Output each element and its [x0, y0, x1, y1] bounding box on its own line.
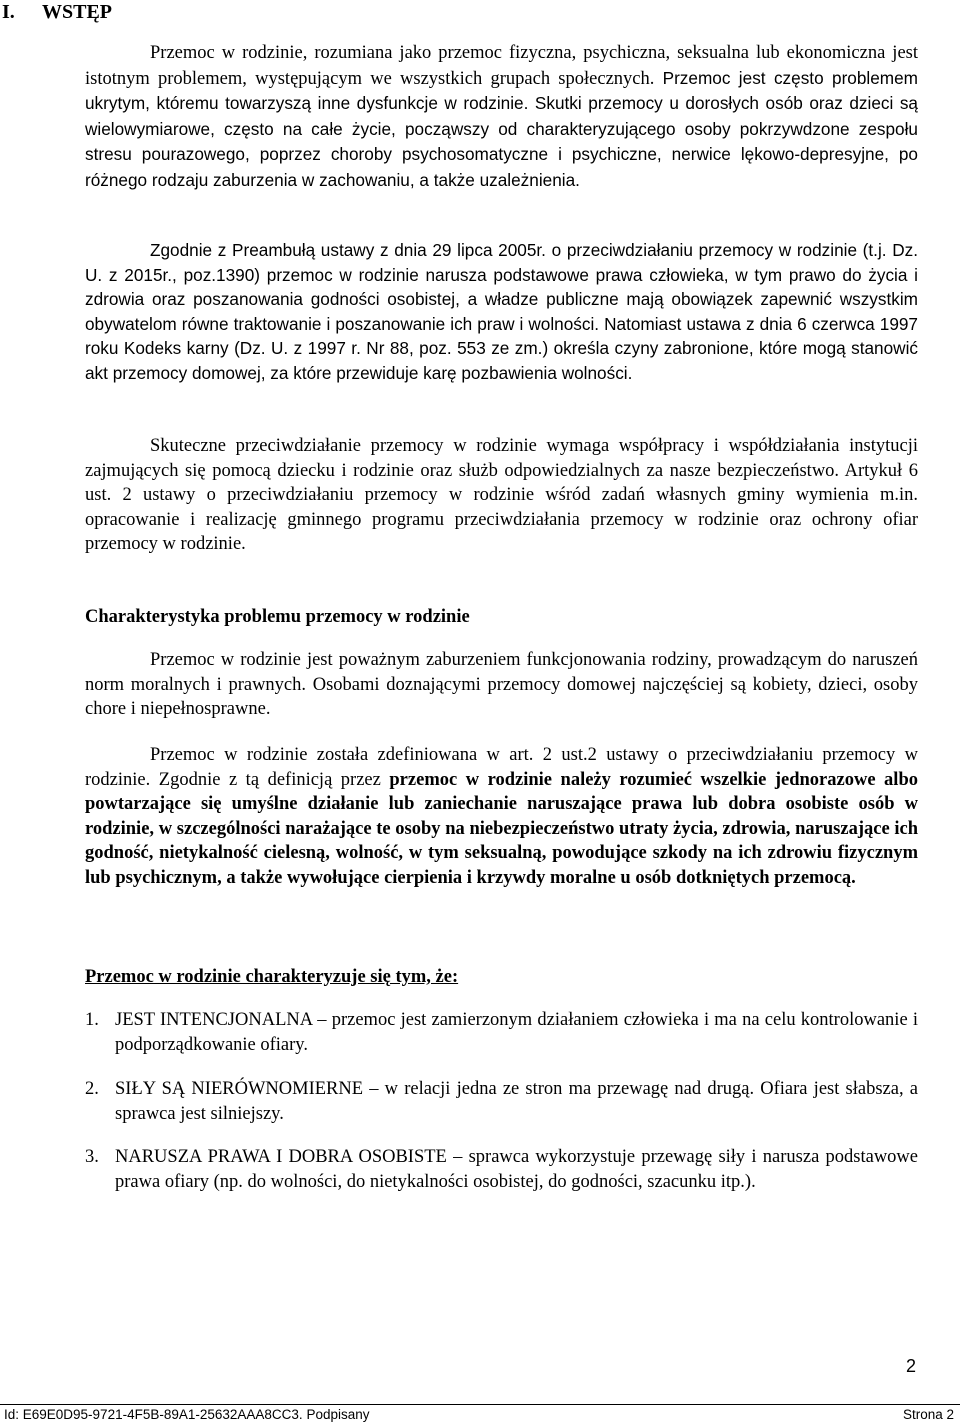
list-item-text: SIŁY SĄ NIERÓWNOMIERNE – w relacji jedna ze stron ma przewagę nad drugą. Ofiara jest słabsza, a sprawca jest silniejszy.	[115, 1079, 918, 1124]
footer-document-id: Id: E69E0D95-9721-4F5B-89A1-25632AAA8CC3. Podpisany	[4, 1407, 370, 1422]
characteristics-paragraph-1: Przemoc w rodzinie jest poważnym zaburzeniem funkcjonowania rodziny, prowadzącym do naruszeń norm moralnych i prawnych. Osobami doznającymi przemocy domowej najczęściej są kobiety, dzieci, osoby chore i niepełnosprawne.	[85, 650, 918, 720]
footer	[0, 1404, 960, 1423]
chapter-title: WSTĘP	[42, 1, 113, 23]
list-item	[85, 1008, 918, 1057]
list-item-number: 3.	[85, 1147, 99, 1167]
intro-paragraph-2: Zgodnie z Preambułą ustawy z dnia 29 lipca 2005r. o przeciwdziałaniu przemocy w rodzinie (t.j. Dz. U. z 2015r., poz.1390) przemoc w rodzinie narusza podstawowe prawa człowieka, w tym prawo do życia i zdrowia oraz poszanowania godności osobistej, a władze publiczne mają obowiązek zapewnić wszystkim obywatelom równe traktowanie i poszanowanie ich praw i wolności. Natomiast ustawa z dnia 6 czerwca 1997 roku Kodeks karny (Dz. U. z 1997 r. Nr 88, poz. 553 ze zm.) określa czyny zabronione, które mogą stanowić akt przemocy domowej, za które przewiduje karę pozbawienia wolności.	[85, 240, 918, 383]
section-heading-characteristics: Charakterystyka problemu przemocy w rodzinie	[85, 607, 470, 627]
list-item	[85, 1145, 918, 1194]
list-item-number: 2.	[85, 1079, 99, 1099]
definition-bold: przemoc w rodzinie należy rozumieć wszelkie jednorazowe albo powtarzające się umyślne działanie lub zaniechanie naruszające prawa lub dobra osobiste osób w rodzinie, w szczególności narażające te osoby na niebezpieczeństwo utraty życia, zdrowia, naruszające ich godność, nietykalność cielesną, wolność, w tym seksualną, powodujące szkody na ich zdrowiu fizycznym lub psychicznym, a także wywołujące cierpienia i krzywdy moralne u osób dotkniętych przemocą.	[85, 769, 918, 888]
list-item-number: 1.	[85, 1010, 99, 1030]
intro-paragraph-1	[85, 41, 918, 194]
definition-paragraph	[85, 743, 918, 891]
page-number: 2	[906, 1356, 917, 1376]
definition-intro: Przemoc w rodzinie została zdefiniowana w art. 2 ust.2 ustawy o przeciwdziałaniu przemocy w rodzinie. Zgodnie z tą definicją przez	[85, 745, 918, 790]
list-item-text: NARUSZA PRAWA I DOBRA OSOBISTE – sprawca wykorzystuje przewagę siły i narusza podstawowe prawa ofiary (np. do wolności, do nietykalności osobistej, do godności, szacunku itp.).	[115, 1147, 918, 1192]
section-heading-traits: Przemoc w rodzinie charakteryzuje się tym, że:	[85, 967, 459, 987]
intro-p1-sans: Przemoc jest często problemem ukrytym, któremu towarzyszą inne dysfunkcje w rodzinie. Skutki przemocy u dorosłych osób oraz dzieci są wielowymiarowe, często na całe życie, począwszy od charakteryzującego osoby pokrzywdzone zespołu stresu pourazowego, poprzez choroby psychosomatyczne i psychiczne, nerwice lękowo-depresyjne, po różnego rodzaju zaburzenia w zachowaniu, a także uzależnienia.	[85, 67, 918, 190]
chapter-heading	[0, 0, 112, 24]
intro-p1-serif: Przemoc w rodzinie, rozumiana jako przemoc fizyczna, psychiczna, seksualna lub ekonomiczna jest istotnym problemem, występującym we wszystkich grupach społecznych.	[85, 43, 918, 89]
list-item	[85, 1077, 918, 1126]
footer-page-label: Strona 2	[902, 1407, 954, 1422]
intro-paragraph-3: Skuteczne przeciwdziałanie przemocy w rodzinie wymaga współpracy i współdziałania instytucji zajmujących się pomocą dziecku i rodzinie oraz służb odpowiedzialnych za nasze bezpieczeństwo. Artykuł 6 ust. 2 ustawy o przeciwdziałaniu przemocy w rodzinie wśród zadań własnych gminy wymienia m.in. opracowanie i realizację gminnego programu przeciwdziałania przemocy w rodzinie oraz ochrony ofiar przemocy w rodzinie.	[85, 436, 918, 555]
chapter-number: I.	[2, 1, 15, 23]
list-item-text: JEST INTENCJONALNA – przemoc jest zamierzonym działaniem człowieka i ma na celu kontrolowanie i podporządkowanie ofiary.	[115, 1010, 918, 1055]
